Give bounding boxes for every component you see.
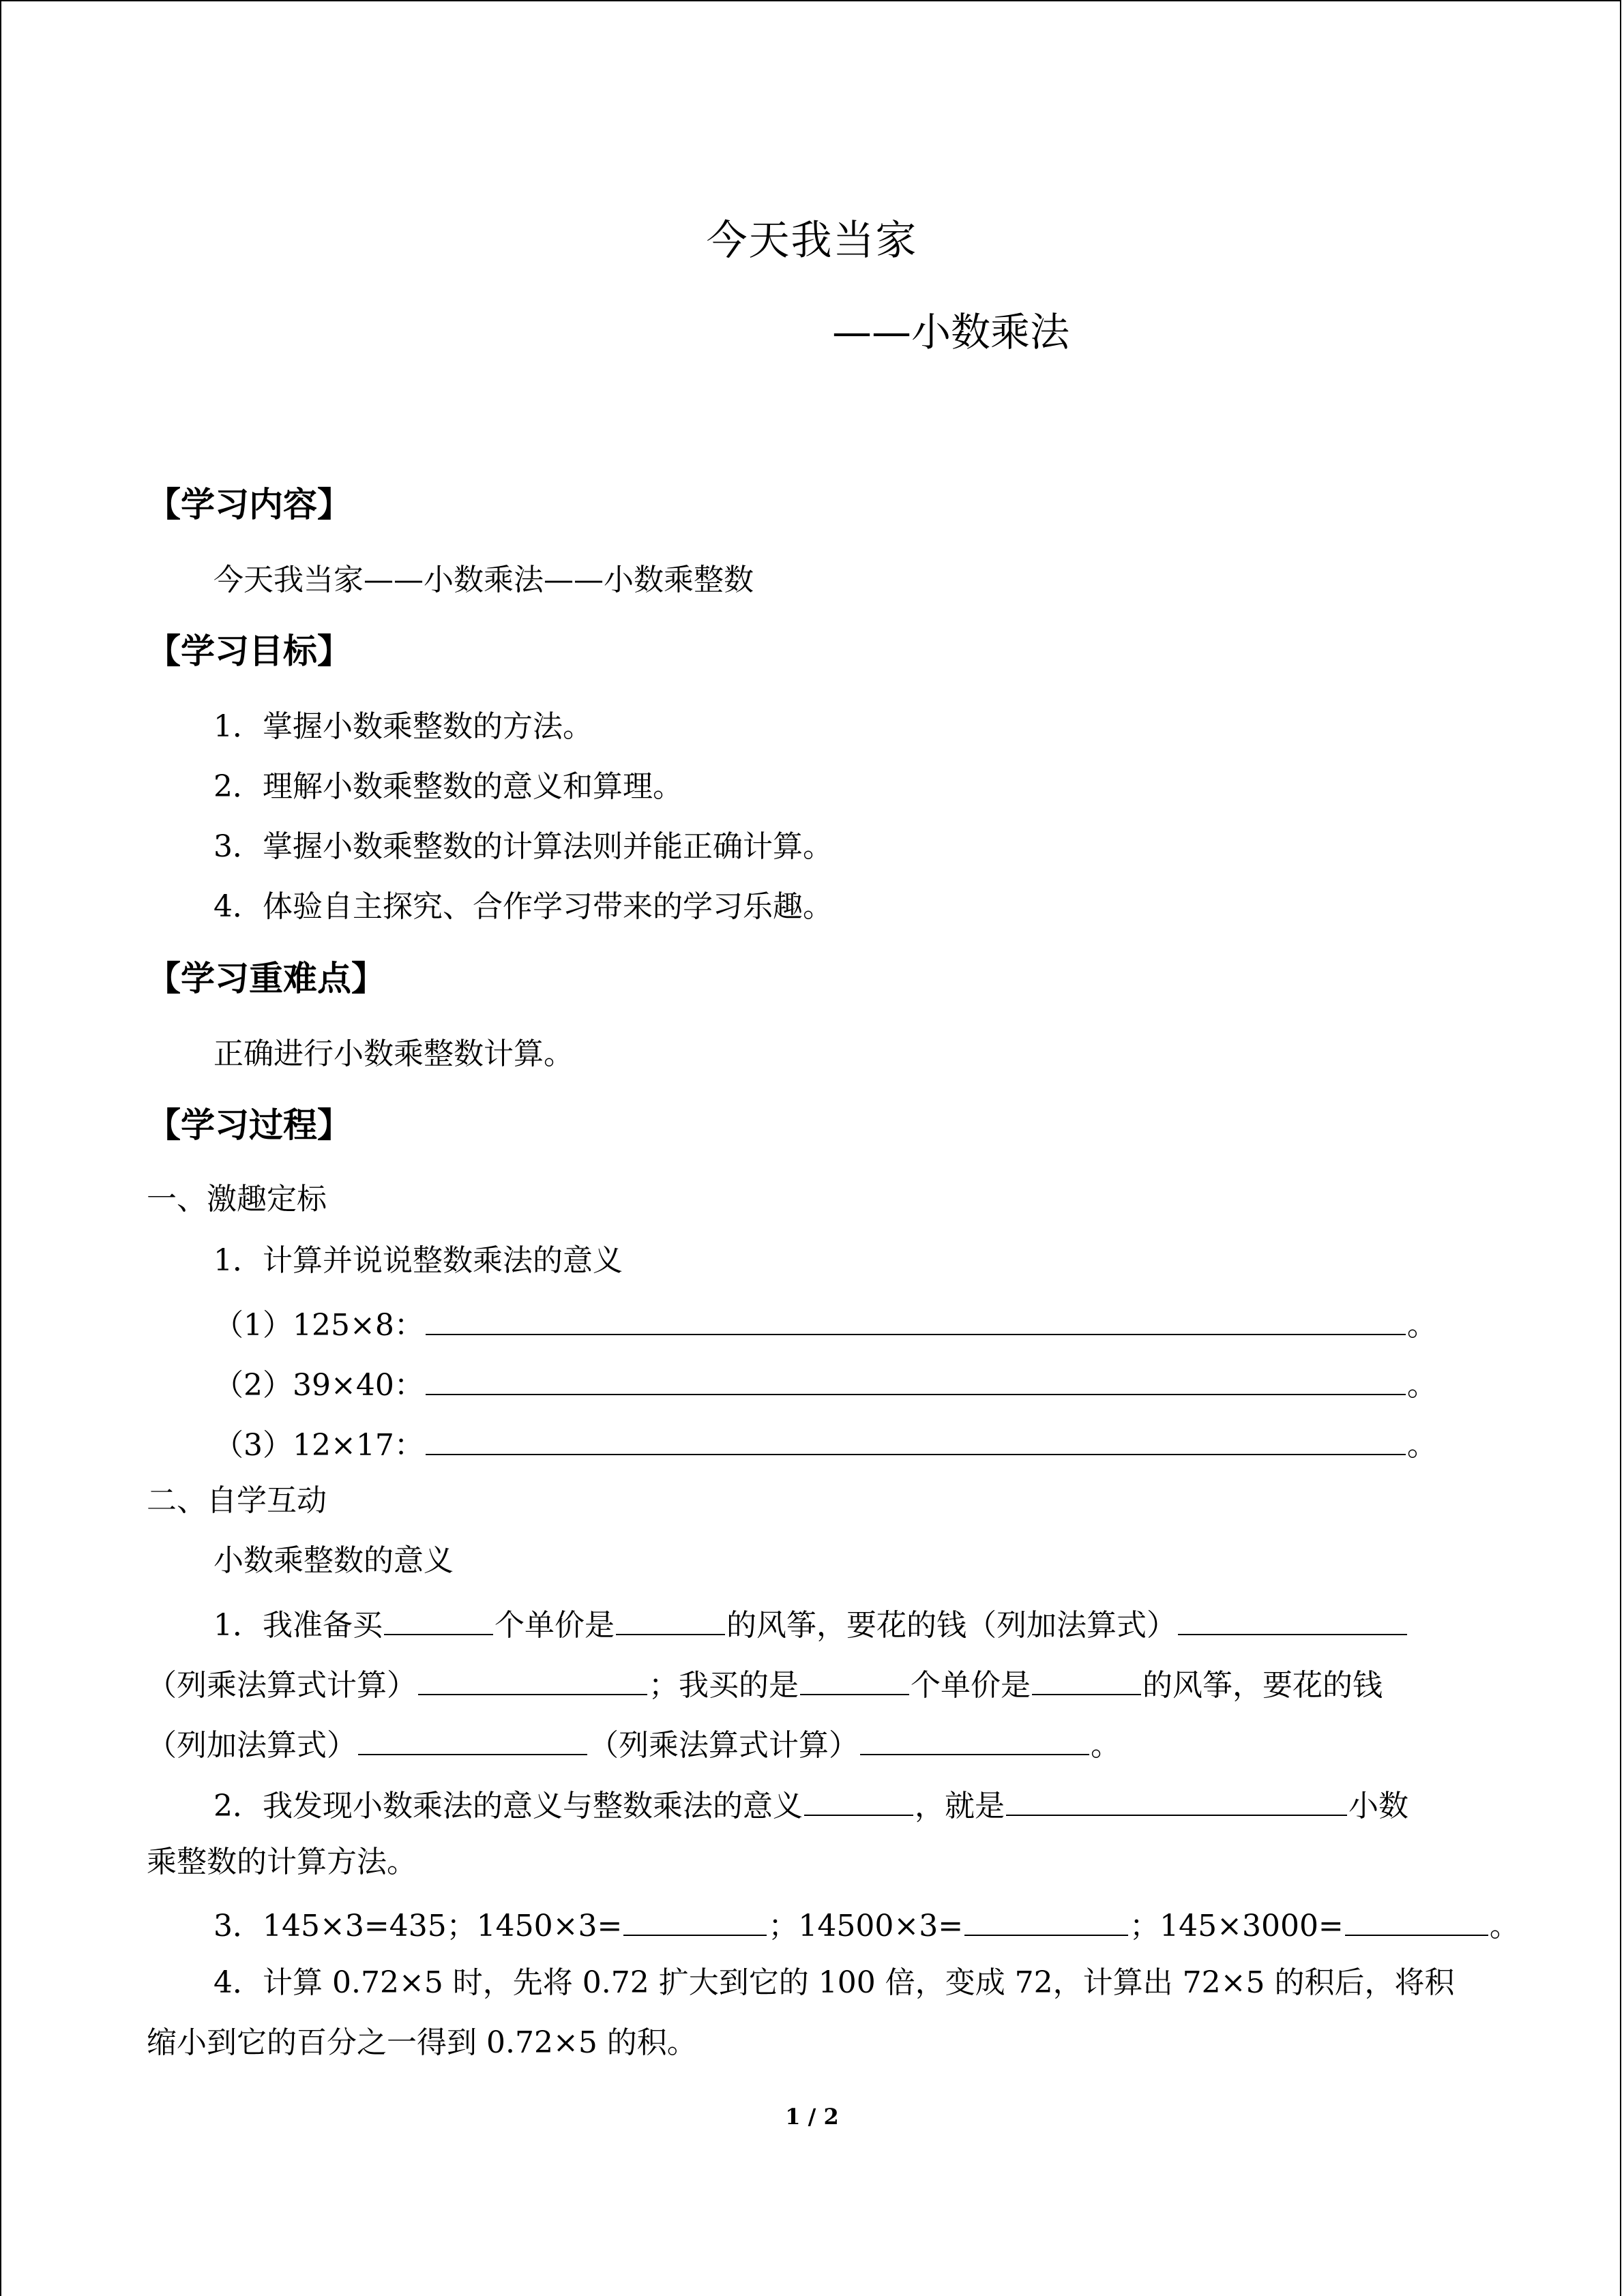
q1-text: 个单价是 bbox=[911, 1668, 1031, 1703]
content-text: 今天我当家——小数乘法——小数乘整数 bbox=[213, 563, 754, 597]
q3-text: ；145×3000= bbox=[1130, 1909, 1344, 1943]
end-mark: 。 bbox=[1406, 1308, 1437, 1343]
q1-text: 的风筝，要花的钱 bbox=[1142, 1668, 1383, 1703]
section-heading-goals: 【学习目标】 bbox=[147, 631, 351, 671]
calc-item-2 bbox=[213, 1364, 1437, 1404]
answer-blank[interactable] bbox=[800, 1664, 909, 1695]
key-points-text: 正确进行小数乘整数计算。 bbox=[213, 1037, 574, 1071]
q4-line2: 缩小到它的百分之一得到 0.72×5 的积。 bbox=[147, 2025, 697, 2060]
q1-text: （列乘法算式计算） bbox=[147, 1668, 417, 1703]
q2-text: 小数 bbox=[1348, 1789, 1408, 1823]
page-number: 1 / 2 bbox=[785, 2104, 839, 2130]
calc-label: （2）39×40： bbox=[213, 1368, 424, 1403]
part1-title: 一、激趣定标 bbox=[147, 1182, 327, 1217]
answer-blank[interactable] bbox=[964, 1905, 1128, 1936]
answer-blank[interactable] bbox=[384, 1604, 493, 1635]
q3-text: 3．145×3=435；1450×3= bbox=[213, 1909, 623, 1943]
q2-text: ，就是 bbox=[915, 1789, 1005, 1823]
q4-line1: 4．计算 0.72×5 时，先将 0.72 扩大到它的 100 倍，变成 72，计算出 72×5 的积后，将积 bbox=[213, 1965, 1455, 2000]
q3-text: ；14500×3= bbox=[768, 1909, 964, 1943]
q1-text: 。 bbox=[1091, 1728, 1121, 1763]
part1-question1: 1．计算并说说整数乘法的意义 bbox=[213, 1243, 623, 1278]
end-mark: 。 bbox=[1406, 1428, 1437, 1463]
answer-blank[interactable] bbox=[426, 1304, 1406, 1335]
answer-blank[interactable] bbox=[616, 1604, 725, 1635]
calc-label: （3）12×17： bbox=[213, 1428, 424, 1463]
answer-blank[interactable] bbox=[426, 1364, 1406, 1395]
q1-line2 bbox=[147, 1664, 1383, 1704]
q3-text: 。 bbox=[1489, 1909, 1520, 1943]
calc-label: （1）125×8： bbox=[213, 1308, 424, 1343]
part2-title: 二、自学互动 bbox=[147, 1483, 327, 1518]
answer-blank[interactable] bbox=[1178, 1604, 1407, 1635]
q2-text: 2．我发现小数乘法的意义与整数乘法的意义 bbox=[213, 1789, 803, 1823]
calc-item-1 bbox=[213, 1304, 1437, 1344]
page-subtitle: ——小数乘法 bbox=[832, 309, 1070, 355]
q3-line bbox=[213, 1905, 1520, 1945]
answer-blank[interactable] bbox=[358, 1724, 587, 1755]
section-heading-key-points: 【学习重难点】 bbox=[147, 959, 385, 998]
goal-item: 2．理解小数乘整数的意义和算理。 bbox=[213, 769, 683, 804]
answer-blank[interactable] bbox=[1032, 1664, 1141, 1695]
q1-text: 1．我准备买 bbox=[213, 1608, 383, 1643]
answer-blank[interactable] bbox=[418, 1664, 647, 1695]
goal-item: 3．掌握小数乘整数的计算法则并能正确计算。 bbox=[213, 829, 833, 864]
q1-text: （列加法算式） bbox=[147, 1728, 357, 1763]
goal-item: 4．体验自主探究、合作学习带来的学习乐趣。 bbox=[213, 889, 833, 924]
page-title: 今天我当家 bbox=[706, 217, 918, 265]
q1-text: （列乘法算式计算） bbox=[589, 1728, 859, 1763]
answer-blank[interactable] bbox=[426, 1424, 1406, 1455]
q1-line3 bbox=[147, 1724, 1121, 1764]
answer-blank[interactable] bbox=[804, 1785, 913, 1816]
q2-line1 bbox=[213, 1785, 1408, 1825]
section-heading-process: 【学习过程】 bbox=[147, 1105, 351, 1145]
answer-blank[interactable] bbox=[623, 1905, 767, 1936]
answer-blank[interactable] bbox=[1006, 1785, 1347, 1816]
end-mark: 。 bbox=[1406, 1368, 1437, 1403]
goal-item: 1．掌握小数乘整数的方法。 bbox=[213, 709, 593, 744]
q2-line2: 乘整数的计算方法。 bbox=[147, 1845, 417, 1879]
q1-text: ；我买的是 bbox=[649, 1668, 799, 1703]
part2-subtitle: 小数乘整数的意义 bbox=[213, 1543, 454, 1578]
calc-item-3 bbox=[213, 1424, 1437, 1464]
q1-text: 个单价是 bbox=[494, 1608, 615, 1643]
answer-blank[interactable] bbox=[860, 1724, 1089, 1755]
answer-blank[interactable] bbox=[1345, 1905, 1488, 1936]
q1-text: 的风筝，要花的钱（列加法算式） bbox=[726, 1608, 1177, 1643]
section-heading-content: 【学习内容】 bbox=[147, 485, 351, 524]
q1-line1 bbox=[213, 1604, 1408, 1644]
